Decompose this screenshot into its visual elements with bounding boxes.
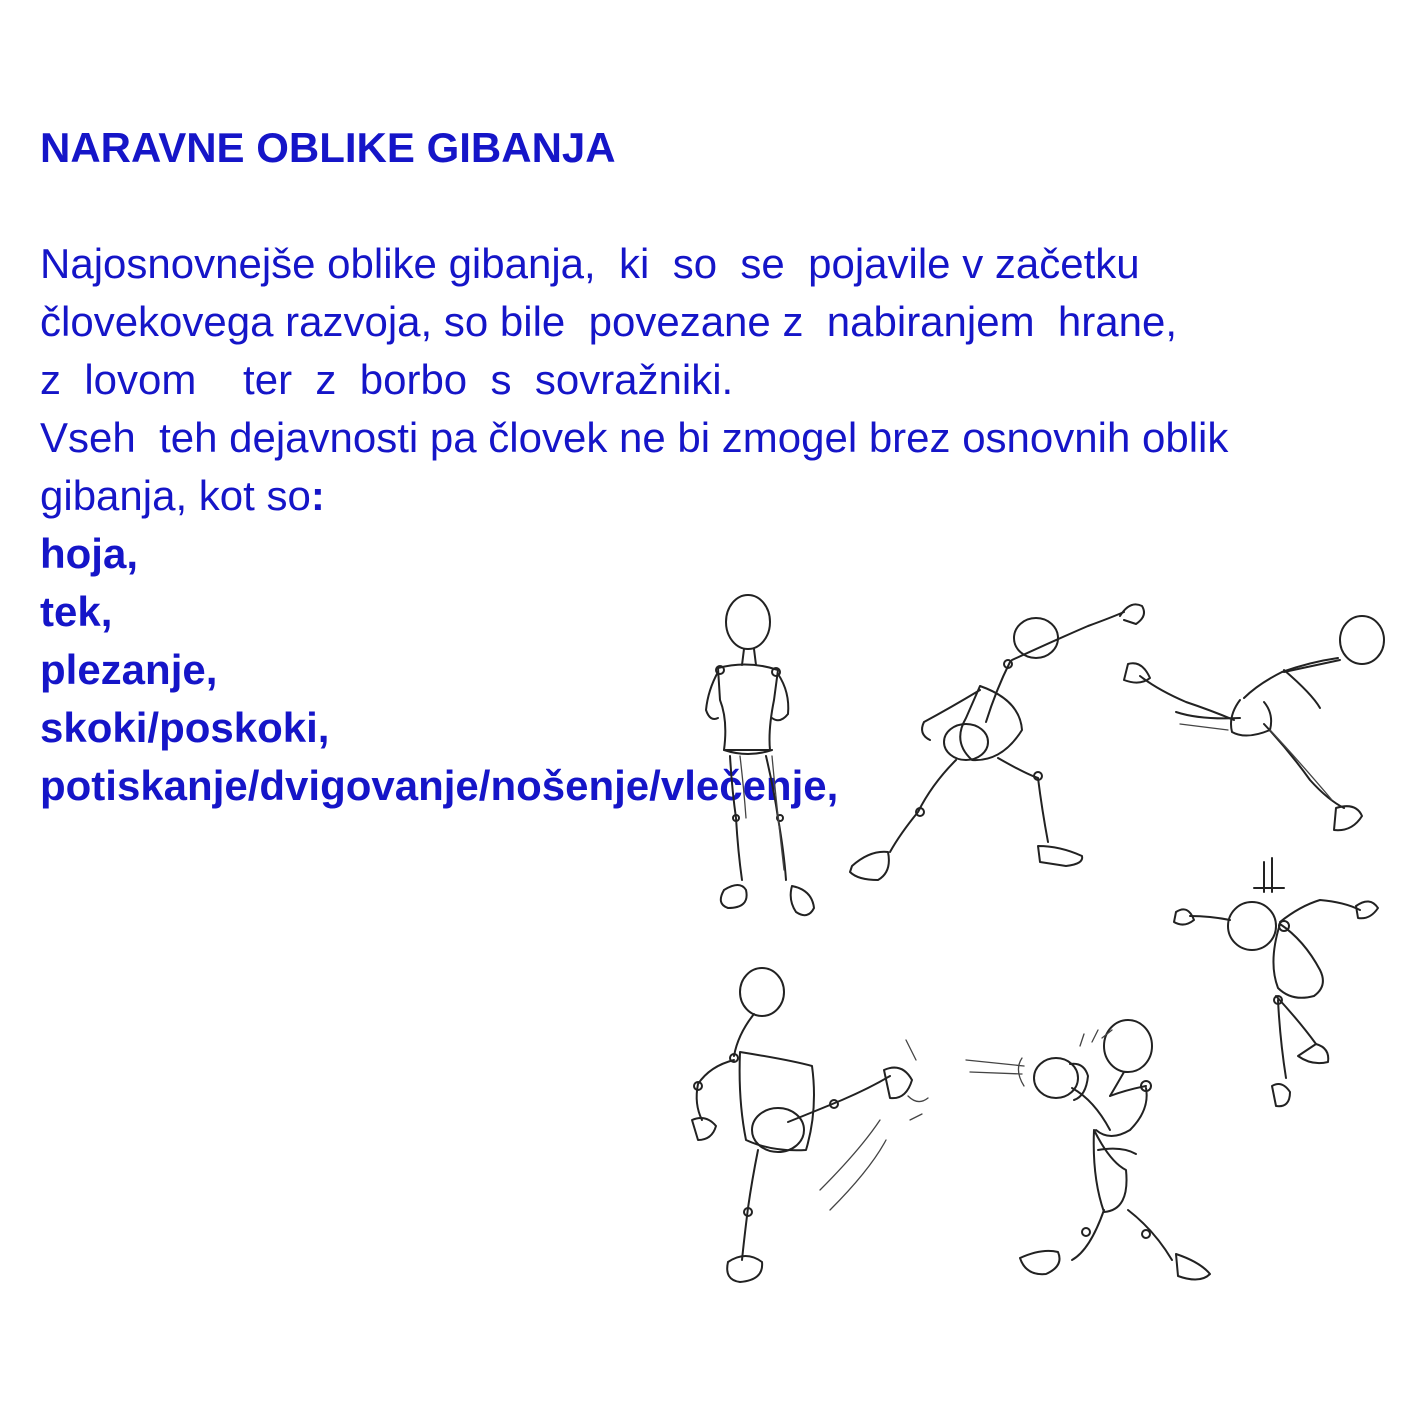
kicking-figure-sketch [692,968,928,1282]
paragraph-line-5-text: gibanja, kot so [40,472,311,519]
paragraph-line-2: človekovega razvoja, so bile povezane z nabiranjem hrane, [40,298,1177,345]
stick-figure-sketches-illustration [680,590,1417,1290]
standing-figure-sketch [706,595,814,915]
paragraph-line-1: Najosnovnejše oblike gibanja, ki so se pojavile v začetku [40,240,1140,287]
paragraph-line-4: Vseh teh dejavnosti pa človek ne bi zmogel brez osnovnih oblik [40,414,1229,461]
list-item-pushing-lifting: potiskanje/dvigovanje/nošenje/vlečenje, [40,762,839,809]
paragraph-line-5 [40,472,325,519]
paragraph-line-5-colon: : [310,472,325,519]
paragraph-line-3: z lovom ter z borbo s sovražniki. [40,356,734,403]
page-title: NARAVNE OBLIKE GIBANJA [40,124,616,171]
leaping-figure-sketch [1124,616,1384,830]
list-item-jumping: skoki/poskoki, [40,704,330,751]
punching-figure-sketch [966,1020,1210,1280]
list-item-running: tek, [40,588,113,635]
leaning-figure-sketch [850,604,1144,880]
list-item-walking: hoja, [40,530,139,577]
list-item-climbing: plezanje, [40,646,218,693]
jumping-figure-sketch [1174,858,1378,1106]
